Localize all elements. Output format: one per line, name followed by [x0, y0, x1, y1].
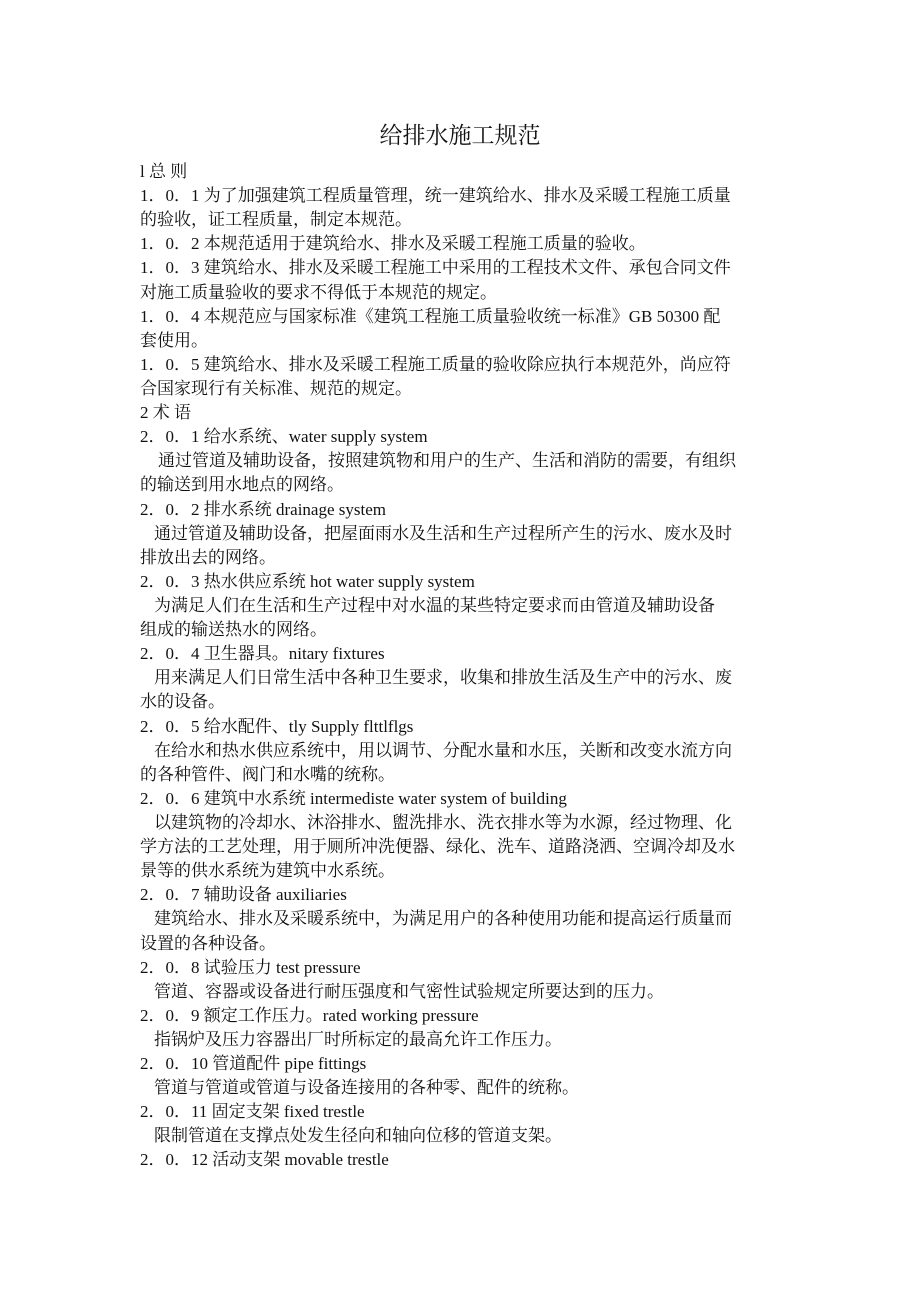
text-line: 在给水和热水供应系统中，用以调节、分配水量和水压，关断和改变水流方向	[154, 740, 732, 760]
text-line: 管道与管道或管道与设备连接用的各种零、配件的统称。	[154, 1078, 579, 1098]
text-line: 2．0．7 辅助设备 auxiliaries	[140, 885, 347, 905]
text-line: 2 术 语	[140, 403, 191, 423]
text-line: 2．0．5 给水配件、tly Supply flttlflgs	[140, 716, 414, 736]
document-title: 给排水施工规范	[379, 123, 541, 148]
text-line: 1．0．5 建筑给水、排水及采暖工程施工质量的验收除应执行本规范外，尚应符	[140, 354, 731, 374]
text-line: l 总 则	[140, 162, 188, 181]
text-line: 限制管道在支撑点处发生径向和轴向位移的管道支架。	[154, 1126, 562, 1146]
text-line: 2．0．3 热水供应系统 hot water supply system	[140, 571, 475, 591]
text-line: 学方法的工艺处理，用于厕所冲洗便器、绿化、洗车、道路浇洒、空调冷却及水	[140, 837, 735, 857]
text-line: 1．0．3 建筑给水、排水及采暖工程施工中采用的工程技术文件、承包合同文件	[140, 258, 731, 278]
text-line: 管道、容器或设备进行耐压强度和气密性试验规定所要达到的压力。	[154, 981, 664, 1001]
text-line: 合国家现行有关标准、规范的规定。	[140, 378, 412, 398]
text-line: 景等的供水系统为建筑中水系统。	[140, 861, 395, 881]
text-line: 2．0．6 建筑中水系统 intermediste water system of building	[140, 788, 567, 808]
text-line: 用来满足人们日常生活中各种卫生要求，收集和排放生活及生产中的污水、废	[154, 668, 732, 688]
text-line: 2．0．2 排水系统 drainage system	[140, 499, 386, 519]
text-line: 为满足人们在生活和生产过程中对水温的某些特定要求而由管道及辅助设备	[154, 595, 715, 615]
text-line: 1．0．2 本规范适用于建筑给水、排水及采暖工程施工质量的验收。	[140, 234, 646, 254]
text-line: 2．0．10 管道配件 pipe fittings	[140, 1054, 367, 1074]
text-line: 2．0．1 给水系统、water supply system	[140, 427, 428, 447]
text-line: 套使用。	[140, 330, 208, 350]
text-line: 建筑给水、排水及采暖系统中，为满足用户的各种使用功能和提高运行质量而	[154, 909, 732, 929]
text-line: 的各种管件、阀门和水嘴的统称。	[140, 764, 395, 784]
document-body	[140, 160, 790, 1173]
text-line: 1．0．4 本规范应与国家标准《建筑工程施工质量验收统一标准》GB 50300 配	[140, 306, 721, 326]
text-line: 1．0．1 为了加强建筑工程质量管理，统一建筑给水、排水及采暖工程施工质量	[140, 186, 731, 206]
text-line: 2．0．11 固定支架 fixed trestle	[140, 1102, 365, 1122]
text-line: 的输送到用水地点的网络。	[140, 475, 344, 495]
text-line: 水的设备。	[140, 692, 225, 712]
text-line: 2．0．12 活动支架 movable trestle	[140, 1150, 389, 1170]
text-line: 以建筑物的冷却水、沐浴排水、盥洗排水、洗衣排水等为水源，经过物理、化	[154, 812, 732, 832]
text-line: 2．0．4 卫生器具。nitary fixtures	[140, 644, 385, 664]
text-line: 对施工质量验收的要求不得低于本规范的规定。	[140, 282, 497, 302]
text-line: 2．0．8 试验压力 test pressure	[140, 957, 361, 977]
text-line: 通过管道及辅助设备，把屋面雨水及生活和生产过程所产生的污水、废水及时	[154, 523, 732, 543]
text-line: 设置的各种设备。	[140, 933, 276, 953]
text-line: 通过管道及辅助设备，按照建筑物和用户的生产、生活和消防的需要，有组织	[158, 451, 736, 471]
text-line: 指锅炉及压力容器出厂时所标定的最高允许工作压力。	[154, 1029, 562, 1049]
text-line: 2．0．9 额定工作压力。rated working pressure	[140, 1005, 479, 1025]
text-line: 组成的输送热水的网络。	[140, 620, 327, 640]
text-line: 排放出去的网络。	[140, 547, 276, 567]
text-line: 的验收，证工程质量，制定本规范。	[140, 210, 412, 230]
